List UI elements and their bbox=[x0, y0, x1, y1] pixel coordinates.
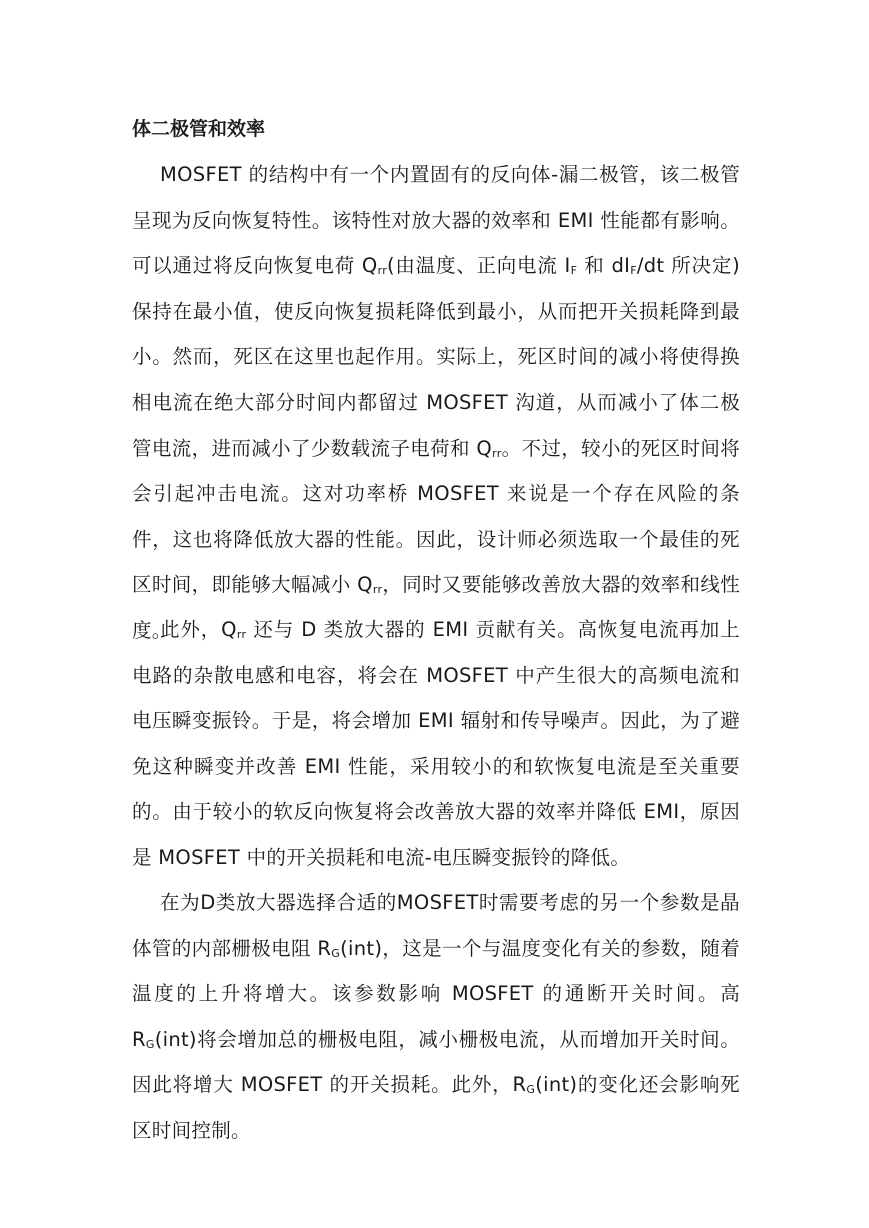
text-run: (由温度、正向电流 I bbox=[387, 254, 571, 278]
subscript: G bbox=[331, 946, 341, 960]
subscript: F bbox=[630, 264, 637, 278]
text-run: (int)将会增加总的栅极电阻，减小栅极电流，从而增加开关时间。因此将增大 MOSFET 的开关损耗。此外，R bbox=[132, 1027, 740, 1097]
subscript: rr bbox=[236, 628, 247, 641]
subscript: G bbox=[145, 1037, 155, 1051]
text-run: 此外，Q bbox=[160, 618, 237, 641]
paragraph-emi bbox=[132, 607, 740, 881]
subscript: F bbox=[570, 264, 578, 278]
subscript: rr bbox=[377, 264, 388, 278]
paragraph-body-diode bbox=[132, 152, 740, 654]
text-run: 。不过，较小的死区时间将会引起冲击电流。这对功率桥 MOSFET 来说是一个存在风险的条件，这也将降低放大器的性能。因此，设计师必须选取一个最佳的死区时间，即能够大幅减小 Q bbox=[132, 436, 740, 597]
text-run: (int)，这是一个与温度变化有关的参数，随着温度的上升将增大。该参数影响 MOSFET 的通断开关时间。高 R bbox=[132, 936, 740, 1051]
subscript: rr bbox=[372, 583, 383, 597]
text-run: MOSFET 的结构中有一个内置固有的反向体-漏二极管，该二极管呈现为反向恢复特性。该特性对放大器的效率和 EMI 性能都有影响。可以通过将反向恢复电荷 Q bbox=[132, 163, 740, 278]
text-run: ，同时又要能够改善放大器的效率和线性度。 bbox=[132, 573, 740, 642]
subscript: G bbox=[526, 1083, 536, 1097]
subscript: rr bbox=[492, 446, 502, 460]
text-run: 还与 D 类放大器的 EMI 贡献有关。高恢复电流再加上电路的杂散电感和电容，将会在 MOSFET 中产生很大的高频电流和电压瞬变振铃。于是，将会增加 EMI 辐射和传导噪声。因此，为了避免这种瞬变并改善 EMI 性能，采用较小的和软恢复电流是至关重要的。由于较小的软反向恢复将会改善放大器的效率并降低 EMI，原因是 MOSFET 中的开关损耗和电流-电压瞬变振铃的降低。 bbox=[132, 618, 740, 869]
paragraph-gate-resistance bbox=[132, 880, 740, 1154]
text-run: 在为D类放大器选择合适的MOSFET时需要考虑的另一个参数是晶体管的内部栅极电阻 R bbox=[132, 891, 740, 960]
text-run: (int)的变化还会影响死区时间控制。 bbox=[132, 1073, 740, 1142]
section-heading: 体二极管和效率 bbox=[132, 118, 266, 140]
text-run: /dt 所决定)保持在最小值，使反向恢复损耗降低到最小，从而把开关损耗降到最小。然而，死区在这里也起作用。实际上，死区时间的减小将使得换相电流在绝大部分时间内都留过 MOSFET 沟道，从而减小了体二极管电流，进而减小了少数载流子电荷和 Q bbox=[132, 254, 741, 460]
text-run: 和 dI bbox=[577, 254, 631, 278]
